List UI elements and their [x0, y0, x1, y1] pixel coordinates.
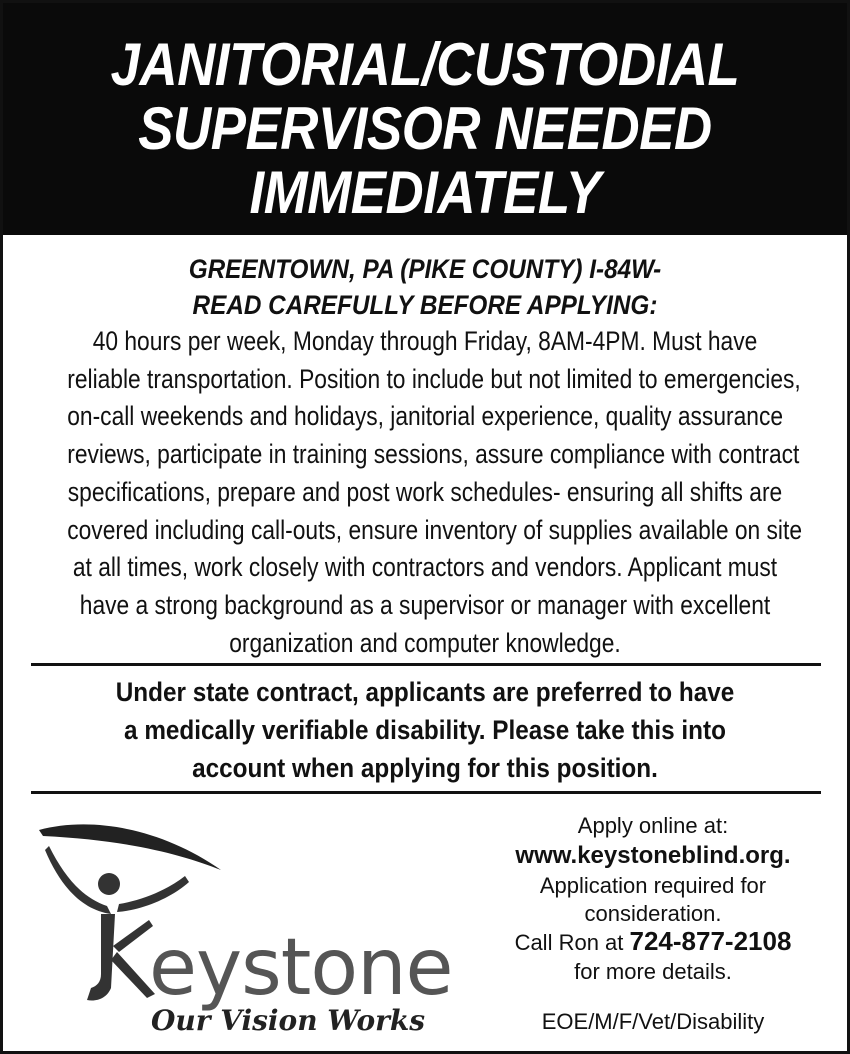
divider-bottom	[31, 791, 821, 794]
logo-figure-body-icon	[87, 914, 115, 1001]
description-line: reliable transportation. Position to include but not limited to emergencies,	[67, 363, 801, 394]
eoe-line: EOE/M/F/Vet/Disability	[541, 1009, 765, 1034]
headline-line-3: IMMEDIATELY	[249, 159, 601, 226]
notice-line-2: a medically verifiable disability. Please take this into	[124, 715, 726, 745]
keystone-logo	[31, 818, 481, 1038]
apply-intro: Apply online at:	[577, 813, 729, 838]
description-line: have a strong background as a supervisor or manager with excellent	[79, 589, 771, 620]
headline-banner	[3, 3, 847, 235]
logo-wordmark: eystone	[149, 923, 453, 1013]
description-line: 40 hours per week, Monday through Friday, 8AM-4PM. Must have	[92, 326, 758, 356]
details-line: for more details.	[574, 959, 732, 984]
phone-number[interactable]: 724-877-2108	[629, 926, 792, 956]
logo-k-upper-leg-icon	[113, 920, 153, 952]
logo-tagline: Our Vision Works	[151, 1004, 426, 1037]
description-line: organization and computer knowledge.	[229, 627, 621, 658]
logo-figure-head-icon	[98, 873, 120, 895]
notice-line-1: Under state contract, applicants are preferred to have	[115, 677, 735, 707]
headline-line-1: JANITORIAL/CUSTODIAL	[110, 31, 740, 98]
headline-line-2: SUPERVISOR NEEDED	[138, 95, 712, 162]
apply-url-link[interactable]: www.keystoneblind.org.	[515, 842, 791, 869]
job-description	[67, 323, 803, 662]
call-ron-row	[483, 927, 823, 957]
description-line: covered including call-outs, ensure inventory of supplies available on site	[67, 514, 803, 545]
application-required-line-2: consideration.	[584, 901, 722, 926]
description-line: specifications, prepare and post work schedules- ensuring all shifts are	[67, 476, 783, 507]
application-required-line-1: Application required for	[539, 873, 767, 898]
logo-figure-right-arm-icon	[117, 876, 189, 912]
apply-url-row	[483, 841, 823, 870]
logo-swoosh-icon	[39, 824, 221, 870]
read-carefully-line: READ CAREFULLY BEFORE APPLYING:	[192, 290, 658, 320]
description-line: on-call weekends and holidays, janitorial experience, quality assurance	[67, 401, 784, 432]
location-line: GREENTOWN, PA (PIKE COUNTY) I-84W-	[188, 254, 662, 284]
divider-top	[31, 663, 821, 666]
call-prefix: Call Ron at	[514, 930, 630, 955]
description-line: reviews, participate in training sessions, assure compliance with contract	[67, 439, 800, 470]
notice-line-3: account when applying for this position.	[192, 753, 658, 783]
description-line: at all times, work closely with contractors and vendors. Applicant must	[72, 552, 778, 583]
